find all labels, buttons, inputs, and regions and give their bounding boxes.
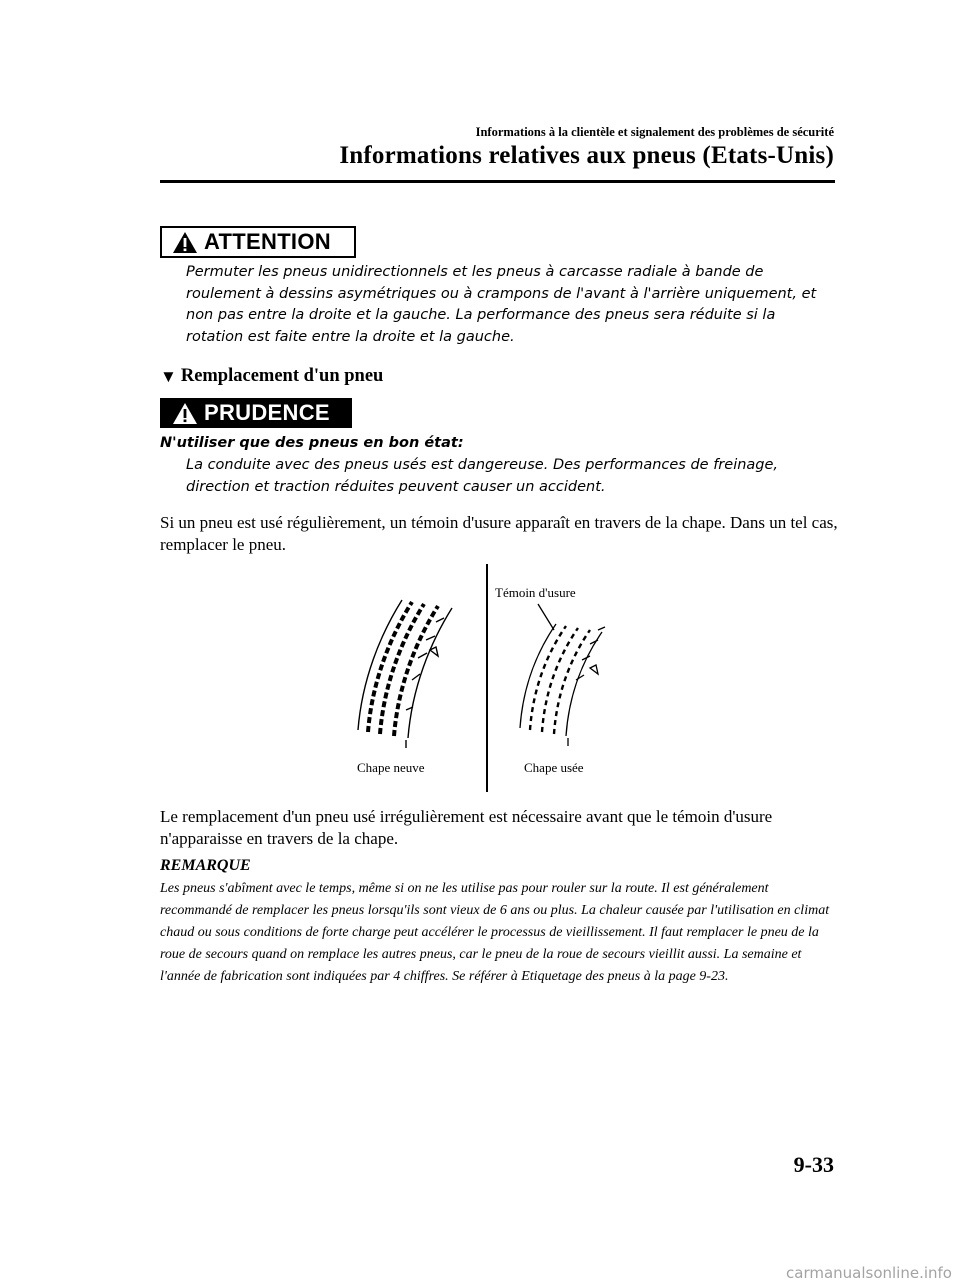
remarque-text: Les pneus s'abîment avec le temps, même si on ne les utilise pas pour rouler sur la route. Il est généralement recommandé de remplacer les pneus lorsqu'ils sont vieux de 6 ans ou plus. La chaleur causée par l'utilisation en climat chaud ou sous conditions de forte charge peut accélérer le processus de vieillissement. Il faut remplacer le pneu de la roue de secours quand on remplace les autres pneus, car le pneu de la roue de secours vieillit aussi. La semaine et l'année de fabrication sont indiquées par 4 chiffres. Se référer à Etiquetage des pneus à la page 9-23. bbox=[160, 881, 830, 984]
prudence-badge bbox=[160, 398, 352, 428]
warning-icon bbox=[172, 231, 198, 254]
worn-tread-label: Chape usée bbox=[524, 760, 584, 775]
footer-watermark: carmanualsonline.info bbox=[786, 1264, 952, 1282]
attention-label: ATTENTION bbox=[204, 229, 331, 254]
tread-wear-figure bbox=[340, 560, 640, 800]
prudence-heading: N'utiliser que des pneus en bon état: bbox=[160, 435, 464, 451]
remarque-heading: REMARQUE bbox=[160, 857, 251, 874]
header-divider bbox=[160, 180, 835, 183]
prudence-text: La conduite avec des pneus usés est dangereuse. Des performances de freinage, direction et traction réduites peuvent causer un accident. bbox=[186, 457, 779, 495]
triangle-down-icon: ▼ bbox=[160, 366, 177, 386]
running-header-subtitle: Informations à la clientèle et signalement des problèmes de sécurité bbox=[475, 125, 834, 139]
section-heading bbox=[160, 366, 383, 387]
attention-badge bbox=[160, 226, 356, 258]
new-tread-drawing bbox=[358, 600, 452, 748]
paragraph-irregular: Le remplacement d'un pneu usé irrégulièrement est nécessaire avant que le témoin d'usure n'apparaisse en travers de la chape. bbox=[160, 807, 773, 848]
paragraph-wear: Si un pneu est usé régulièrement, un témoin d'usure apparaît en travers de la chape. Dans un tel cas, remplacer le pneu. bbox=[160, 513, 838, 554]
prudence-label: PRUDENCE bbox=[204, 400, 330, 425]
new-tread-label: Chape neuve bbox=[357, 760, 425, 775]
page-title: Informations relatives aux pneus (Etats-Unis) bbox=[339, 142, 834, 169]
wear-indicator-label: Témoin d'usure bbox=[495, 585, 576, 600]
section-title: Remplacement d'un pneu bbox=[180, 366, 384, 386]
worn-tread-drawing bbox=[520, 604, 605, 746]
page-number: 9-33 bbox=[793, 1152, 834, 1177]
warning-icon bbox=[172, 402, 198, 425]
attention-text: Permuter les pneus unidirectionnels et les pneus à carcasse radiale à bande de roulement à dessins asymétriques ou à crampons de l'avant à l'arrière uniquement, et non pas entre la droite et la gauche. La performance des pneus sera réduite si la rotation est faite entre la droite et la gauche. bbox=[186, 264, 817, 345]
